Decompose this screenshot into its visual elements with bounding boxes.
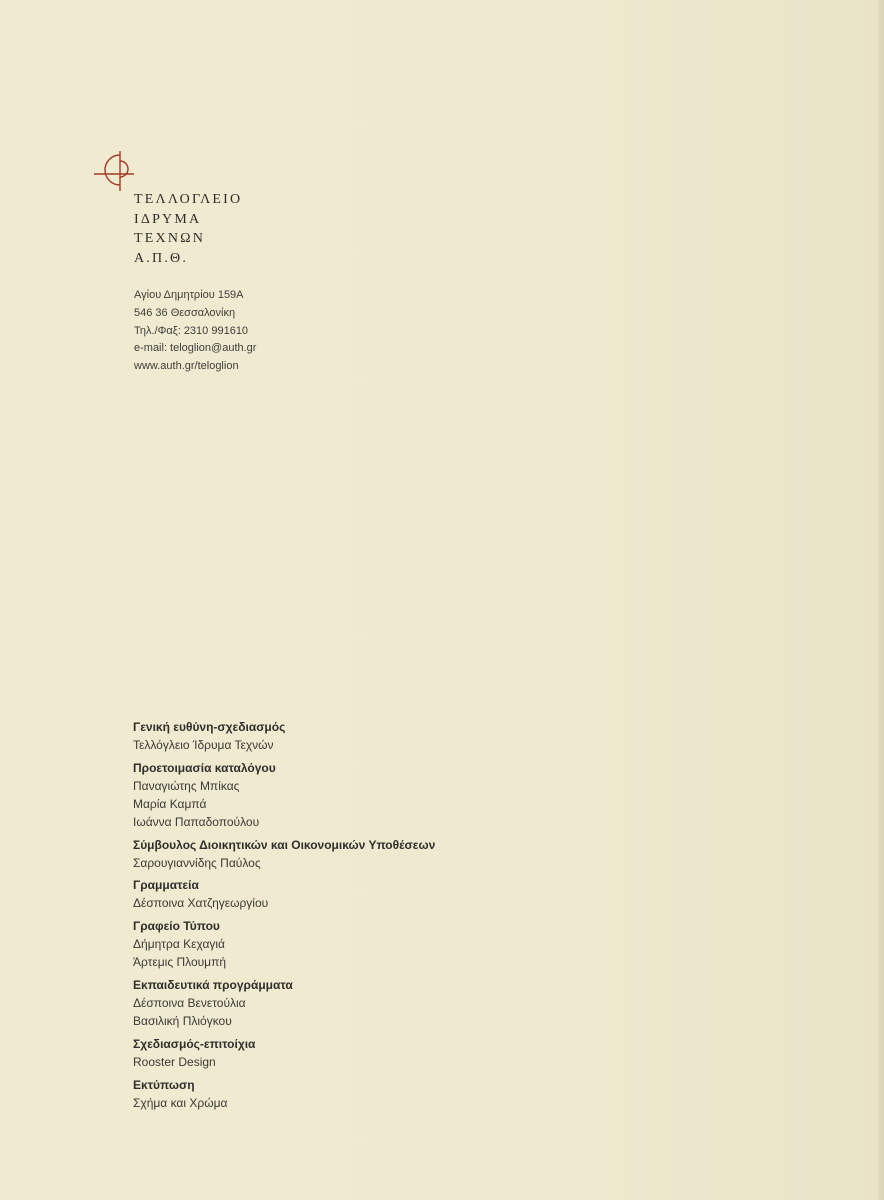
credit-section	[133, 836, 435, 872]
credit-name: Παναγιώτης Μπίκας	[133, 778, 240, 793]
contact-email: e-mail: teloglion@auth.gr	[134, 342, 257, 355]
credit-name: Rooster Design	[133, 1054, 216, 1069]
credit-heading: Γραφείο Τύπου	[133, 919, 220, 934]
credit-section	[133, 718, 435, 754]
credit-name: Σχήμα και Χρώμα	[133, 1095, 228, 1110]
page-edge	[878, 0, 884, 1200]
credit-heading: Γραμματεία	[133, 878, 199, 893]
institution-name-line-4: Α.Π.Θ.	[134, 250, 189, 266]
institution-name-line-2: ΙΔΡΥΜΑ	[134, 211, 202, 227]
credit-name: Τελλόγλειο Ίδρυμα Τεχνών	[133, 738, 274, 752]
credit-name: Δέσποινα Χατζηγεωργίου	[133, 896, 269, 911]
credit-name: Σαρουγιαννίδης Παύλος	[133, 855, 261, 870]
credit-heading: Γενική ευθύνη-σχεδιασμός	[133, 720, 286, 734]
credit-name: Μαρία Καμπά	[133, 796, 207, 811]
credit-section	[133, 917, 435, 971]
credit-name: Βασιλική Πλιόγκου	[133, 1013, 232, 1028]
credit-section	[133, 876, 435, 912]
credit-section	[133, 1035, 435, 1071]
institution-name	[134, 190, 242, 268]
institution-name-line-1: ΤΕΛΛΟΓΛΕΙΟ	[134, 192, 243, 207]
credit-heading: Σύμβουλος Διοικητικών και Οικονομικών Υποθέσεων	[133, 837, 436, 852]
institution-name-line-3: ΤΕΧΝΩΝ	[134, 231, 206, 246]
contact-postal: 546 36 Θεσσαλονίκη	[134, 306, 236, 319]
credit-name: Ιωάννα Παπαδοπούλου	[133, 814, 260, 829]
credit-heading: Εκτύπωση	[133, 1077, 195, 1092]
credit-name: Δήμητρα Κεχαγιά	[133, 937, 225, 952]
credit-heading: Εκπαιδευτικά προγράμματα	[133, 977, 293, 992]
contact-address: Αγίου Δημητρίου 159Α	[134, 289, 244, 301]
credit-heading: Προετοιμασία καταλόγου	[133, 760, 276, 775]
contact-block	[134, 287, 256, 376]
contact-website: www.auth.gr/teloglion	[134, 360, 239, 373]
contact-phone: Τηλ./Φαξ: 2310 991610	[134, 324, 249, 337]
credit-section	[133, 976, 435, 1030]
credit-heading: Σχεδιασμός-επιτοίχια	[133, 1036, 256, 1051]
credit-name: Δέσποινα Βενετούλια	[133, 995, 246, 1010]
credits-list	[133, 718, 435, 1116]
credit-name: Άρτεμις Πλουμπή	[133, 955, 227, 970]
credit-section	[133, 1076, 435, 1112]
credit-section	[133, 759, 435, 831]
